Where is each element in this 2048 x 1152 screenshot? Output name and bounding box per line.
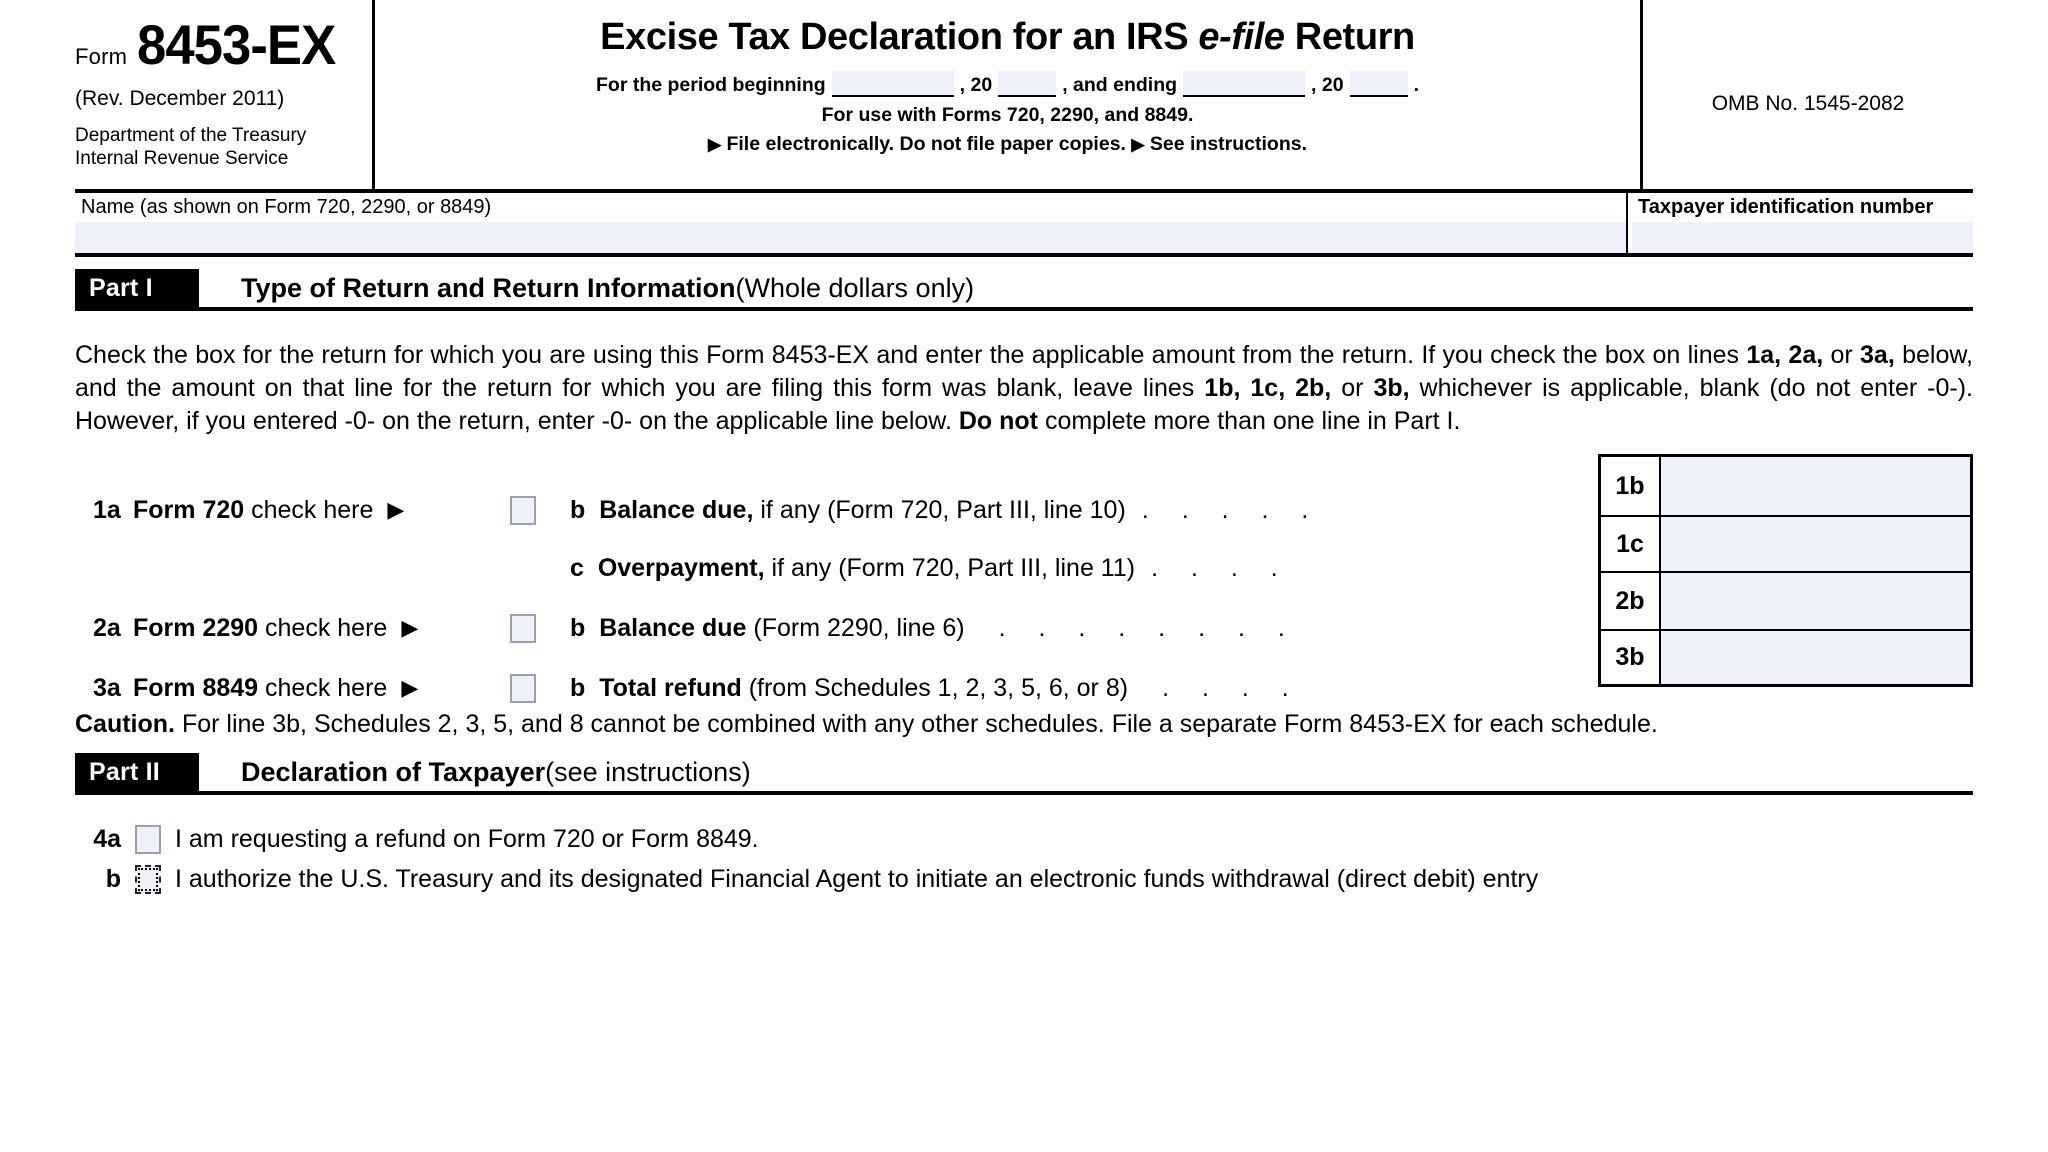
line-1c-rest: if any (Form 720, Part III, line 11) — [764, 553, 1136, 582]
line-1c-bold: Overpayment, — [597, 553, 765, 582]
line-2a-label — [133, 614, 387, 643]
part-1-instructions — [75, 339, 1973, 438]
line-3b-letter: b — [570, 673, 586, 702]
line-1a-form-bold: Form 720 — [133, 495, 245, 524]
caution-bold: Caution. — [75, 710, 175, 738]
amount-label-1c: 1c — [1601, 517, 1661, 571]
instr-seg-2: or — [1823, 341, 1861, 369]
line-number-3a: 3a — [93, 673, 121, 702]
line-1b-bold: Balance due, — [599, 495, 754, 524]
name-label: Name (as shown on Form 720, 2290, or 8849) — [81, 196, 492, 218]
caution-note — [75, 708, 1973, 741]
name-field-cell — [75, 193, 1628, 253]
line-3b-label — [570, 674, 1302, 703]
identity-row — [75, 193, 1973, 257]
form-revision-date: (Rev. December 2011) — [75, 87, 285, 111]
period-end-punctuation: . — [1413, 73, 1419, 96]
line-2b-label — [570, 614, 1298, 643]
period-begin-year-field[interactable] — [998, 71, 1056, 97]
instr-seg-1: Check the box for the return for which you are using this Form 8453-EX and enter the applicable amount from the return. If you check the box on lines — [75, 341, 1747, 369]
instr-bold-5: Do not — [958, 407, 1038, 435]
line-2b-letter: b — [570, 613, 586, 642]
arrow-right-icon-1a: ▶ — [387, 497, 405, 522]
line-number-2a: 2a — [93, 613, 121, 642]
line-2b-rest: (Form 2290, line 6) — [746, 613, 965, 642]
arrow-right-icon-2: ▶ — [1131, 134, 1145, 154]
period-end-year-prefix: , 20 — [1311, 73, 1344, 96]
instr-seg-4: or — [1331, 374, 1374, 402]
line-1c-label — [570, 554, 1291, 583]
line-2b-bold: Balance due — [599, 613, 747, 642]
line-1a-form-rest: check here — [244, 495, 374, 524]
title-segment-2: Return — [1284, 16, 1415, 58]
title-segment-1: Excise Tax Declaration for an IRS — [600, 16, 1199, 58]
name-input[interactable] — [75, 222, 1626, 253]
omb-number: OMB No. 1545-2082 — [1711, 91, 1905, 115]
filing-instructions-note — [389, 133, 1626, 156]
declaration-lines — [75, 819, 1973, 899]
checkbox-4a[interactable] — [135, 825, 161, 854]
instr-bold-1: 1a, 2a, — [1746, 341, 1824, 369]
checkbox-4b[interactable] — [135, 865, 161, 894]
dot-leader-3b: . . . . — [1162, 673, 1302, 702]
tin-input[interactable] — [1632, 222, 1973, 253]
part-1-title-light: (Whole dollars only) — [735, 272, 975, 303]
tin-label: Taxpayer identification number — [1638, 196, 1934, 218]
line-row-1c — [75, 550, 1973, 586]
dot-leader-1c: . . . . — [1151, 553, 1291, 582]
line-1b-rest: if any (Form 720, Part III, line 10) — [753, 495, 1126, 524]
period-begin-label: For the period beginning — [596, 73, 826, 96]
dot-leader-1b: . . . . . — [1141, 495, 1322, 524]
arrow-right-icon-1: ▶ — [707, 134, 722, 154]
line-3a-form-rest: check here — [258, 673, 388, 702]
amount-label-3b: 3b — [1601, 631, 1661, 684]
form-title-block — [375, 0, 1643, 189]
part-1-tag: Part I — [75, 269, 199, 307]
use-with-forms-note: For use with Forms 720, 2290, and 8849. — [821, 103, 1194, 126]
part-2-title — [199, 753, 751, 791]
arrow-right-icon-3a: ▶ — [401, 675, 419, 700]
return-type-lines — [75, 464, 1973, 702]
line-4b-text: I authorize the U.S. Treasury and its designated Financial Agent to initiate an electronic funds withdrawal (direct debit) entry — [175, 864, 1539, 893]
part-1-title — [199, 269, 974, 307]
title-efile: e-file — [1198, 16, 1285, 58]
line-number-4a: 4a — [93, 824, 121, 853]
line-row-2a — [75, 610, 1973, 646]
department-line-1: Department of the Treasury — [75, 125, 307, 147]
period-row — [389, 71, 1626, 97]
omb-block — [1643, 0, 1973, 189]
line-2a-form-bold: Form 2290 — [133, 613, 259, 642]
line-number-1a: 1a — [93, 495, 121, 524]
form-header — [75, 0, 1973, 193]
checkbox-3a[interactable] — [510, 674, 536, 703]
checkbox-1a[interactable] — [510, 496, 536, 525]
instr-bold-2: 3a, — [1860, 341, 1895, 369]
instr-bold-4: 3b, — [1373, 374, 1410, 402]
form-number: 8453-EX — [137, 13, 336, 76]
part-2-tag: Part II — [75, 753, 199, 791]
line-3a-label — [133, 674, 387, 703]
line-3a-form-bold: Form 8849 — [133, 673, 259, 702]
department-line-2: Internal Revenue Service — [75, 147, 289, 169]
caution-text: For line 3b, Schedules 2, 3, 5, and 8 cannot be combined with any other schedules. File a separate Form 8453-EX for each schedule. — [175, 710, 1658, 738]
part-2-title-bold: Declaration of Taxpayer — [241, 756, 546, 787]
file-electronically-text: File electronically. Do not file paper copies. — [726, 132, 1126, 155]
period-end-date-field[interactable] — [1183, 71, 1305, 97]
amount-label-1b: 1b — [1601, 457, 1661, 515]
checkbox-2a[interactable] — [510, 614, 536, 643]
line-1a-label — [133, 496, 373, 525]
form-word-label: Form — [75, 44, 128, 69]
instr-seg-5: whichever is applicable, blank (do not enter -0-). However, if you entered -0- on the return, enter -0- on the applicable line below. — [75, 374, 1973, 435]
part-1-header — [75, 269, 1973, 311]
page-title — [389, 18, 1626, 58]
instr-bold-3: 1b, 1c, 2b, — [1204, 374, 1332, 402]
arrow-right-icon-2a: ▶ — [401, 615, 419, 640]
instr-seg-3: below, and the amount on that line for the return for which you are filing this form was blank, leave lines — [75, 341, 1973, 402]
line-1b-letter: b — [570, 495, 586, 524]
period-begin-year-prefix: , 20 — [959, 73, 993, 96]
line-1c-letter: c — [570, 553, 584, 582]
line-row-3a — [75, 670, 1973, 706]
line-row-4b — [75, 859, 1973, 899]
period-end-year-field[interactable] — [1350, 71, 1408, 97]
part-2-title-light: (see instructions) — [545, 756, 751, 787]
line-row-4a — [75, 819, 1973, 859]
line-4a-text: I am requesting a refund on Form 720 or Form 8849. — [175, 824, 759, 853]
part-2-header — [75, 753, 1973, 795]
period-begin-date-field[interactable] — [832, 71, 954, 97]
period-end-label: , and ending — [1062, 73, 1178, 96]
dot-leader-2b: . . . . . . . . — [998, 613, 1298, 642]
see-instructions-text: See instructions. — [1149, 132, 1308, 155]
line-number-4b: b — [105, 864, 121, 893]
line-2a-form-rest: check here — [258, 613, 388, 642]
tin-field-cell — [1628, 193, 1973, 253]
line-3b-rest: (from Schedules 1, 2, 3, 5, 6, or 8) — [741, 673, 1129, 702]
form-identity-block — [75, 0, 375, 189]
instr-seg-6: complete more than one line in Part I. — [1038, 407, 1461, 435]
line-1b-label — [570, 496, 1321, 525]
part-1-title-bold: Type of Return and Return Information — [241, 272, 736, 303]
amount-label-2b: 2b — [1601, 573, 1661, 629]
line-3b-bold: Total refund — [599, 673, 742, 702]
line-row-1a — [75, 492, 1973, 528]
